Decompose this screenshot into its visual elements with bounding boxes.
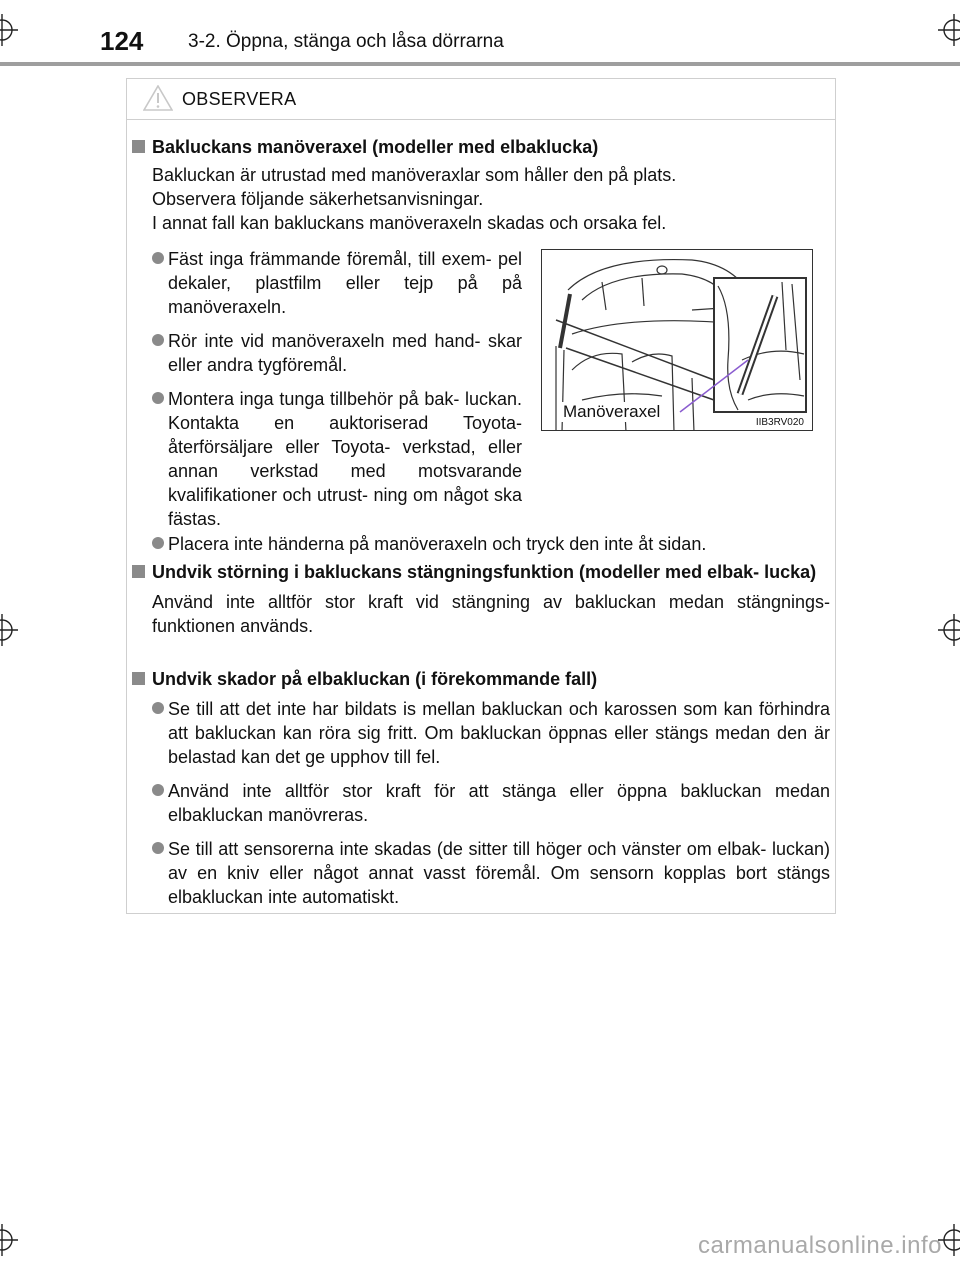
registration-mark-mid-left xyxy=(0,614,18,646)
header-rule xyxy=(0,62,960,66)
list-item: Se till att det inte har bildats is mellan bakluckan och karossen som kan förhindra att bakluckan kan röra sig fritt. Om bakluckan öppnas eller stängs medan den är belastad kan det ge upphov till fel. xyxy=(132,697,830,769)
registration-mark-bottom-left xyxy=(0,1224,18,1256)
list-item: Använd inte alltför stor kraft för att stänga eller öppna bakluckan medan elbakluckan manövreras. xyxy=(132,779,830,827)
registration-mark-top-right xyxy=(938,14,960,46)
figure-label: Manöveraxel xyxy=(563,402,661,421)
section-heading: Undvik skador på elbakluckan (i förekommande fall) xyxy=(132,667,830,691)
list-item: Fäst inga främmande föremål, till exem- pel dekaler, plastfilm eller tejp på på manöveraxeln. xyxy=(132,247,522,319)
section-heading: Undvik störning i bakluckans stängningsfunktion (modeller med elbak- lucka) xyxy=(132,560,830,584)
list-item: Se till att sensorerna inte skadas (de sitter till höger och vänster om elbak- luckan) av en kniv eller något annat vasst föremål. Om sensorn kopplas bort stängs elbakluckan inte automatiskt. xyxy=(132,837,830,909)
section-intro xyxy=(132,163,830,235)
list-item: Rör inte vid manöveraxeln med hand- skar eller andra tygföremål. xyxy=(132,329,522,377)
section-shaft xyxy=(132,135,830,235)
watermark: carmanualsonline.info xyxy=(698,1232,942,1259)
section-closing xyxy=(132,560,830,638)
intro-line: Observera följande säkerhetsanvisningar. xyxy=(152,189,484,209)
section-heading: Bakluckans manöveraxel (modeller med elbaklucka) xyxy=(132,135,830,159)
shaft-illustration xyxy=(541,249,813,431)
page-number: 124 xyxy=(100,26,144,56)
section-text: Använd inte alltför stor kraft vid stängning av bakluckan medan stängnings- funktionen används. xyxy=(152,592,830,636)
shaft-bullets xyxy=(132,247,522,531)
damage-bullets xyxy=(132,697,830,909)
intro-line: Bakluckan är utrustad med manöveraxlar som håller den på plats. xyxy=(152,165,677,185)
list-item: Placera inte händerna på manöveraxeln och tryck den inte åt sidan. xyxy=(132,532,830,556)
section-damage xyxy=(132,667,830,909)
list-item: Montera inga tunga tillbehör på bak- luckan. Kontakta en auktoriserad Toyota-återförsäljare eller Toyota- verkstad, eller annan verkstad med motsvarande kvalifikationer och utrust- ning om något ska fästas. xyxy=(132,387,522,531)
warning-triangle-icon xyxy=(143,85,173,111)
caution-label: OBSERVERA xyxy=(182,89,297,109)
figure-code: IIB3RV020 xyxy=(755,417,804,428)
section-title: 3-2. Öppna, stänga och låsa dörrarna xyxy=(188,31,504,52)
shaft-bullet-wide xyxy=(132,532,830,556)
intro-line: I annat fall kan bakluckans manöveraxeln skadas och orsaka fel. xyxy=(152,213,667,233)
caution-header xyxy=(127,79,835,120)
registration-mark-mid-right xyxy=(938,614,960,646)
registration-mark-top-left xyxy=(0,14,18,46)
